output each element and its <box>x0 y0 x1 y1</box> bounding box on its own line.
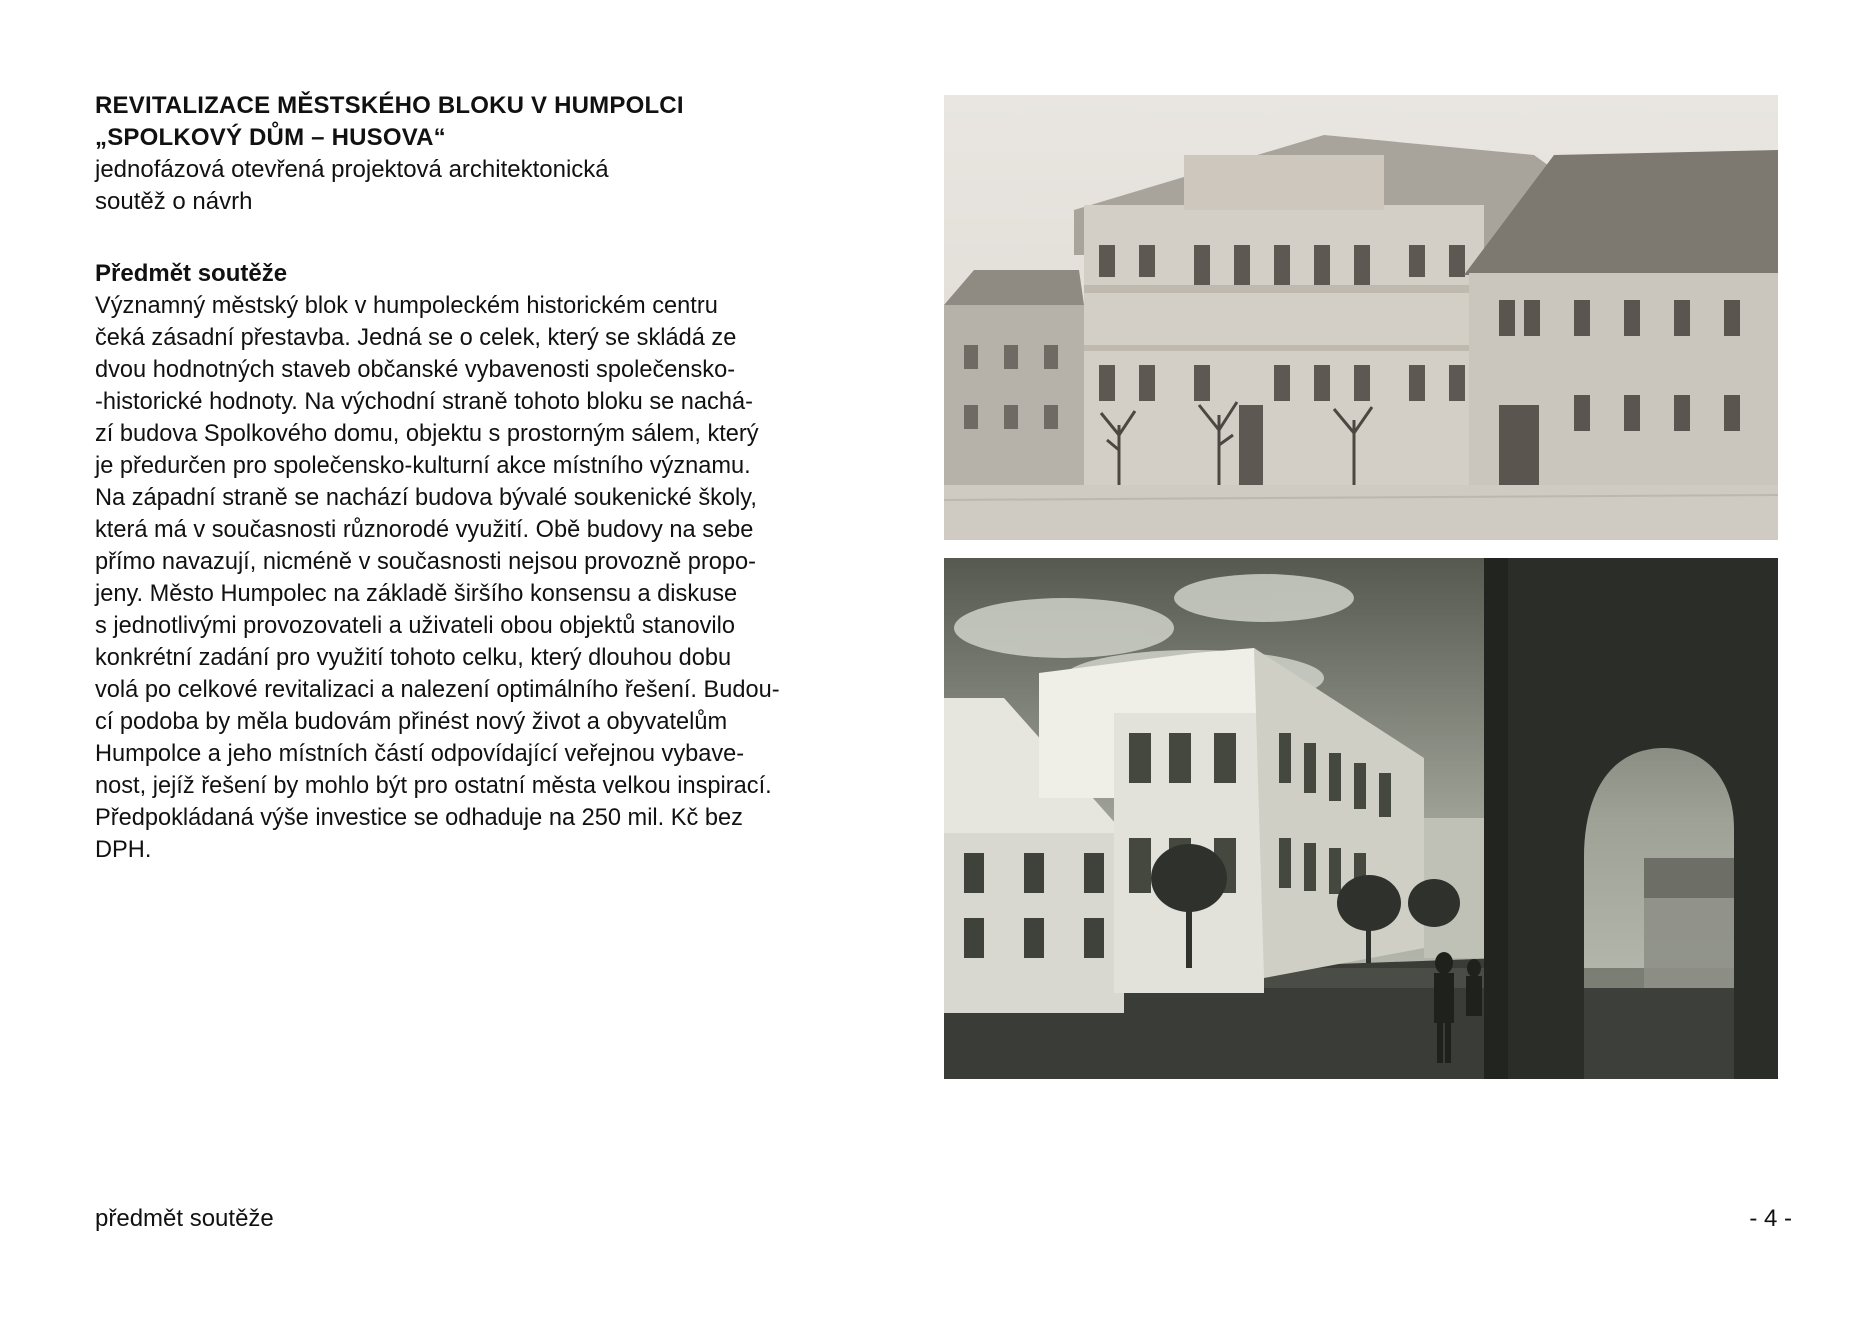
document-title-line-1: REVITALIZACE MĚSTSKÉHO BLOKU V HUMPOLCI <box>95 92 684 119</box>
section-heading: Předmět soutěže <box>95 260 288 287</box>
historic-photo-street-view-image <box>944 95 1778 540</box>
body-line: která má v současnosti různorodé využití. Obě budovy na sebe <box>95 517 754 543</box>
body-line: Předpokládaná výše investice se odhaduje na 250 mil. Kč bez <box>95 805 743 831</box>
historic-photo-arcade-view <box>944 558 1778 1079</box>
body-line: s jednotlivými provozovateli a uživateli obou objektů stanovilo <box>95 613 736 639</box>
body-line: konkrétní zadání pro využití tohoto celku, který dlouhou dobu <box>95 645 732 671</box>
document-subtitle-line-1: jednofázová otevřená projektová architektonická <box>95 156 609 183</box>
body-line: zí budova Spolkového domu, objektu s prostorným sálem, který <box>95 421 759 447</box>
section-body <box>95 290 915 866</box>
body-line: volá po celkové revitalizaci a nalezení optimálního řešení. Budou- <box>95 677 780 703</box>
body-line: je předurčen pro společensko-kulturní akce místního významu. <box>95 453 751 479</box>
body-line: čeká zásadní přestavba. Jedná se o celek, který se skládá ze <box>95 325 737 351</box>
body-line: Na západní straně se nachází budova bývalé soukenické školy, <box>95 485 757 511</box>
body-line: -historické hodnoty. Na východní straně tohoto bloku se nachá- <box>95 389 753 415</box>
body-line: nost, jejíž řešení by mohlo být pro ostatní města velkou inspirací. <box>95 773 772 799</box>
document-subtitle-line-2: soutěž o návrh <box>95 188 253 215</box>
body-line: Humpolce a jeho místních částí odpovídající veřejnou vybave- <box>95 741 745 767</box>
text-column <box>95 90 915 866</box>
historic-photo-street-view <box>944 95 1778 540</box>
document-title-line-2: „SPOLKOVÝ DŮM – HUSOVA“ <box>95 124 446 151</box>
body-line: jeny. Město Humpolec na základě širšího konsensu a diskuse <box>95 581 738 607</box>
body-line: dvou hodnotných staveb občanské vybavenosti společensko- <box>95 357 736 383</box>
body-line: cí podoba by měla budovám přinést nový život a obyvatelům <box>95 709 728 735</box>
historic-photo-arcade-view-image <box>944 558 1778 1079</box>
page-number: - 4 - <box>1749 1205 1792 1232</box>
footer-section-name: předmět soutěže <box>95 1205 274 1232</box>
body-line: přímo navazují, nicméně v současnosti nejsou provozně propo- <box>95 549 756 575</box>
body-line: DPH. <box>95 837 152 863</box>
body-line: Významný městský blok v humpoleckém historickém centru <box>95 293 718 319</box>
